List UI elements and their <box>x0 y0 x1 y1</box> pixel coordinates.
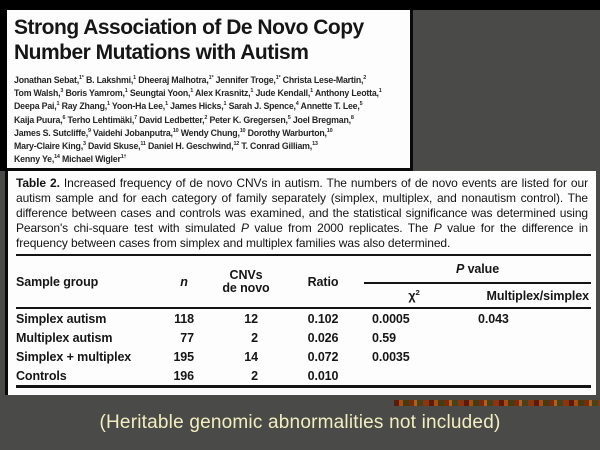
paper-title-box <box>7 10 413 171</box>
author-line: Tom Walsh,$^3$ Boris Yamrom,$^1$ Seungtai Yoon,$^1$ Alex Krasnitz,$^1$ Jude Kendall,$^1$ Anthony Leotta,$^1$ <box>14 88 382 99</box>
author-line: Jonathan Sebat,$^{1*}$ B. Lakshmi,$^1$ Dheeraj Malhotra,$^{1*}$ Jennifer Troge,$^{1*}$ Christa Lese-Martin,$^2$ <box>14 75 367 85</box>
header-row-1 <box>16 255 591 283</box>
cell-group: Controls <box>16 368 67 383</box>
author-line: Deepa Pai,$^1$ Ray Zhang,$^1$ Yoon-Ha Lee,$^1$ James Hicks,$^1$ Sarah J. Spence,$^4$ Annette T. Lee,$^5$ <box>14 101 363 112</box>
cell-group: Simplex autism <box>16 311 107 326</box>
cell-mult <box>464 328 591 347</box>
author-lines <box>14 74 405 166</box>
left-black-bar <box>0 10 7 171</box>
cell-chi: 0.0035 <box>372 349 410 364</box>
paper-title-line-2: Number Mutations with Autism <box>14 41 309 64</box>
cell-cnvs: 2 <box>251 330 258 345</box>
cnv-table <box>16 254 591 388</box>
cell-chi: 0.0005 <box>372 311 410 326</box>
cell-n: 77 <box>180 330 194 345</box>
cell-ratio: 0.026 <box>307 330 339 345</box>
author-line: Kaija Puura,$^6$ Terho Lehtimäki,$^7$ David Ledbetter,$^2$ Peter K. Gregersen,$^5$ Joel Bregman,$^8$ <box>14 114 354 125</box>
cell-mult <box>464 366 591 387</box>
cell-n: 118 <box>174 311 194 326</box>
cell-ratio: 0.072 <box>307 349 339 364</box>
col-header-chi-square: $\chi^2$ <box>364 283 464 308</box>
cell-mult <box>464 347 591 366</box>
cell-cnvs: 14 <box>244 349 258 364</box>
col-header-sample-group: Sample group <box>16 255 158 308</box>
author-line: James S. Sutcliffe,$^9$ Vaidehi Jobanputra,$^{10}$ Wendy Chung,$^{10}$ Dorothy Warburton,$^{10}$ <box>14 127 333 138</box>
paper-title <box>14 15 405 65</box>
cell-cnvs: 2 <box>251 368 258 383</box>
cnv-table-header <box>16 255 591 308</box>
top-black-bar <box>0 0 600 10</box>
table-body <box>16 308 591 387</box>
author-line: Kenny Ye,$^{14}$ Michael Wigler$^{1\dagger}$ <box>14 154 127 165</box>
cell-chi: 0.59 <box>372 330 396 345</box>
cell-group: Simplex + multiplex <box>16 349 132 364</box>
cell-ratio: 0.010 <box>307 368 339 383</box>
cell-cnvs: 12 <box>244 311 258 326</box>
table-row <box>16 308 591 328</box>
cell-ratio: 0.102 <box>307 311 339 326</box>
table-row <box>16 328 591 347</box>
col-header-cnvs-de-novo: CNVs de novo <box>210 255 282 308</box>
table-row <box>16 366 591 387</box>
col-header-p-value: P value <box>364 255 591 283</box>
paper-title-line-1: Strong Association of De Novo Copy <box>14 16 364 39</box>
col-header-multiplex-simplex: Multiplex/simplex <box>464 283 591 308</box>
table-box <box>5 171 596 395</box>
slide-caption: (Heritable genomic abnormalities not included) <box>99 412 501 433</box>
author-line: Mary-Claire King,$^3$ David Skuse,$^{11}$ Daniel H. Geschwind,$^{12}$ T. Conrad Gilliam,$^{13}$ <box>14 141 318 152</box>
cell-chi <box>364 366 464 387</box>
cell-group: Multiplex autism <box>16 330 113 345</box>
col-header-ratio: Ratio <box>282 255 364 308</box>
cell-mult: 0.043 <box>478 311 509 326</box>
table-caption: Table 2. Increased frequency of de novo CNVs in autism. The numbers of de novo events are listed for our autism sample and for each category of family separately (simplex, multiplex, and nonautism control). The difference between cases and controls was examined, and the statistical significance was determined using Pearson's chi-square test with simulated P value from 2000 replicates. The P value for the difference in frequency between cases from simplex and multiplex families was also determined. <box>16 176 588 250</box>
cell-n: 195 <box>173 349 194 364</box>
decorative-color-strip <box>394 400 600 406</box>
table-row <box>16 347 591 366</box>
col-header-n: n <box>158 255 210 308</box>
cell-n: 196 <box>173 368 194 383</box>
